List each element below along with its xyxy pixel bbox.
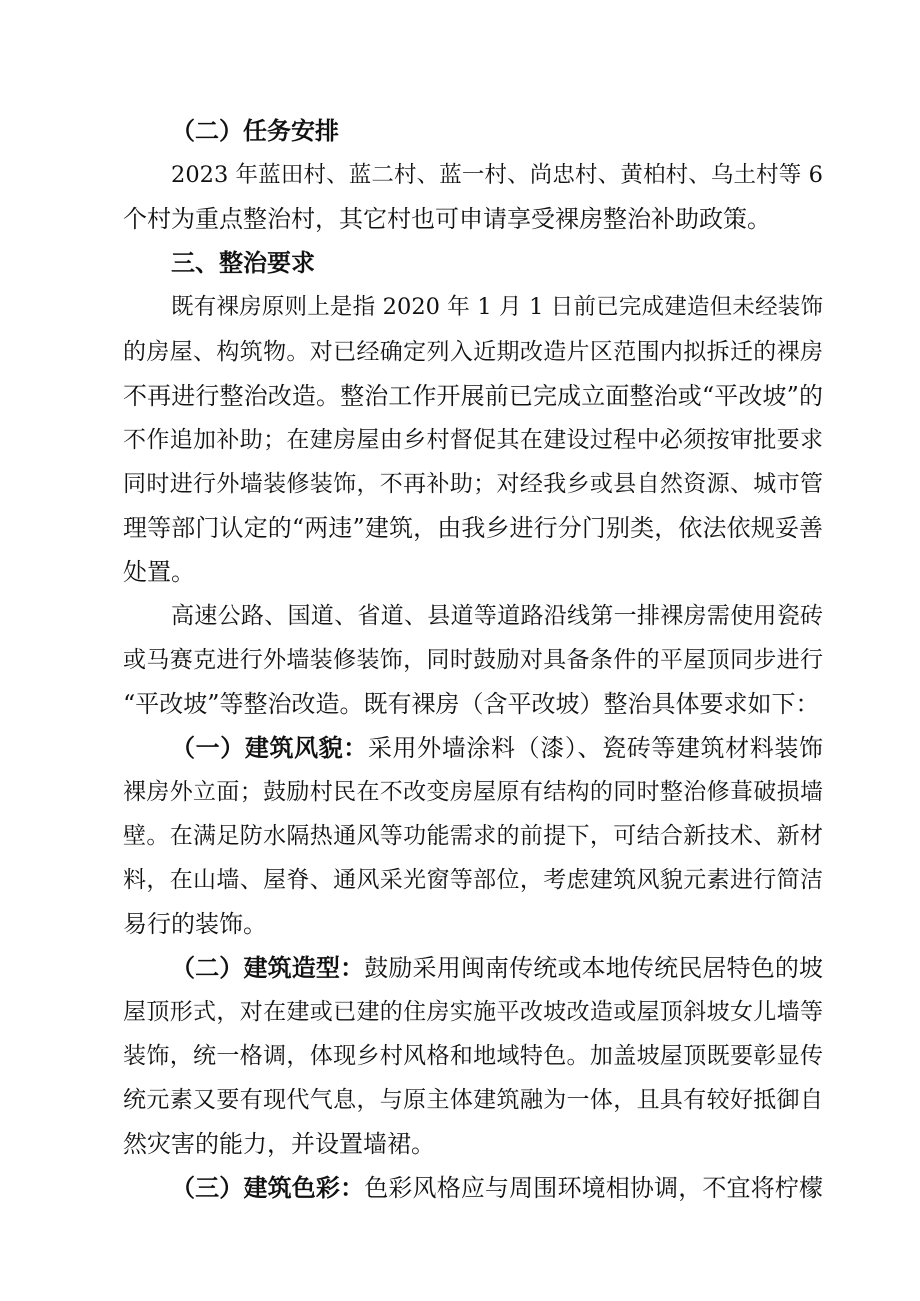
task-line: 2023 年蓝田村、蓝二村、蓝一村、尚忠村、黄柏村、乌土村等 6 [171,162,823,188]
req-p1-line: 处置。 [123,558,195,586]
req-p1-line: 的房屋、构筑物。对已经确定列入近期改造片区范围内拟拆迁的裸房 [123,339,823,365]
item2-text: 鼓励采用闽南传统或本地传统民居特色的坡 [364,954,824,982]
item3-label: （三）建筑色彩： [171,1174,365,1202]
item3-first-line [171,1173,823,1203]
item1-line: 料，在山墙、屋脊、通风采光窗等部位，考虑建筑风貌元素进行简洁 [123,867,823,893]
item2-line: 装饰，统一格调，体现乡村风格和地域特色。加盖坡屋顶既要彰显传 [123,1043,823,1069]
item3-text: 色彩风格应与周围环境相协调，不宜将柠檬 [364,1174,824,1202]
task-heading: （二）任务安排 [171,117,339,145]
item1-line: 易行的装饰。 [123,910,267,938]
req-p2-line: “平改坡”等整治改造。既有裸房（含平改坡）整治具体要求如下： [123,690,820,718]
req-p2-line: 或马赛克进行外墙装修装饰，同时鼓励对具备条件的平屋顶同步进行 [123,647,823,673]
task-line: 个村为重点整治村，其它村也可申请享受裸房整治补助政策。 [123,205,771,233]
item1-line: 壁。在满足防水隔热通风等功能需求的前提下，可结合新技术、新材 [123,823,823,849]
req-p1-line: 既有裸房原则上是指 2020 年 1 月 1 日前已完成建造但未经装饰 [171,294,823,320]
req-p1-line: 理等部门认定的“两违”建筑，由我乡进行分门别类，依法依规妥善 [123,514,823,542]
req-p1-line: 同时进行外墙装修装饰，不再补助；对经我乡或县自然资源、城市管 [123,471,823,497]
item2-line: 然灾害的能力，并设置墙裙。 [123,1130,435,1158]
requirements-heading: 三、整治要求 [171,249,315,277]
req-p1-line: 不作追加补助；在建房屋由乡村督促其在建设过程中必须按审批要求 [123,427,823,453]
req-p2-line: 高速公路、国道、省道、县道等道路沿线第一排裸房需使用瓷砖 [171,603,823,629]
item2-line: 屋顶形式，对在建或已建的住房实施平改坡改造或屋顶斜坡女儿墙等 [123,999,823,1025]
item1-first-line [171,733,823,763]
item1-label: （一）建筑风貌： [171,734,368,762]
item2-line: 统元素又要有现代气息，与原主体建筑融为一体，且具有较好抵御自 [123,1087,823,1113]
item1-text: 采用外墙涂料（漆）、瓷砖等建筑材料装饰 [367,734,824,762]
req-p1-line: 不再进行整治改造。整治工作开展前已完成立面整治或“平改坡”的 [123,382,823,410]
item2-label: （二）建筑造型： [171,954,365,982]
item2-first-line [171,953,823,983]
item1-line: 裸房外立面；鼓励村民在不改变房屋原有结构的同时整治修葺破损墙 [123,779,823,805]
